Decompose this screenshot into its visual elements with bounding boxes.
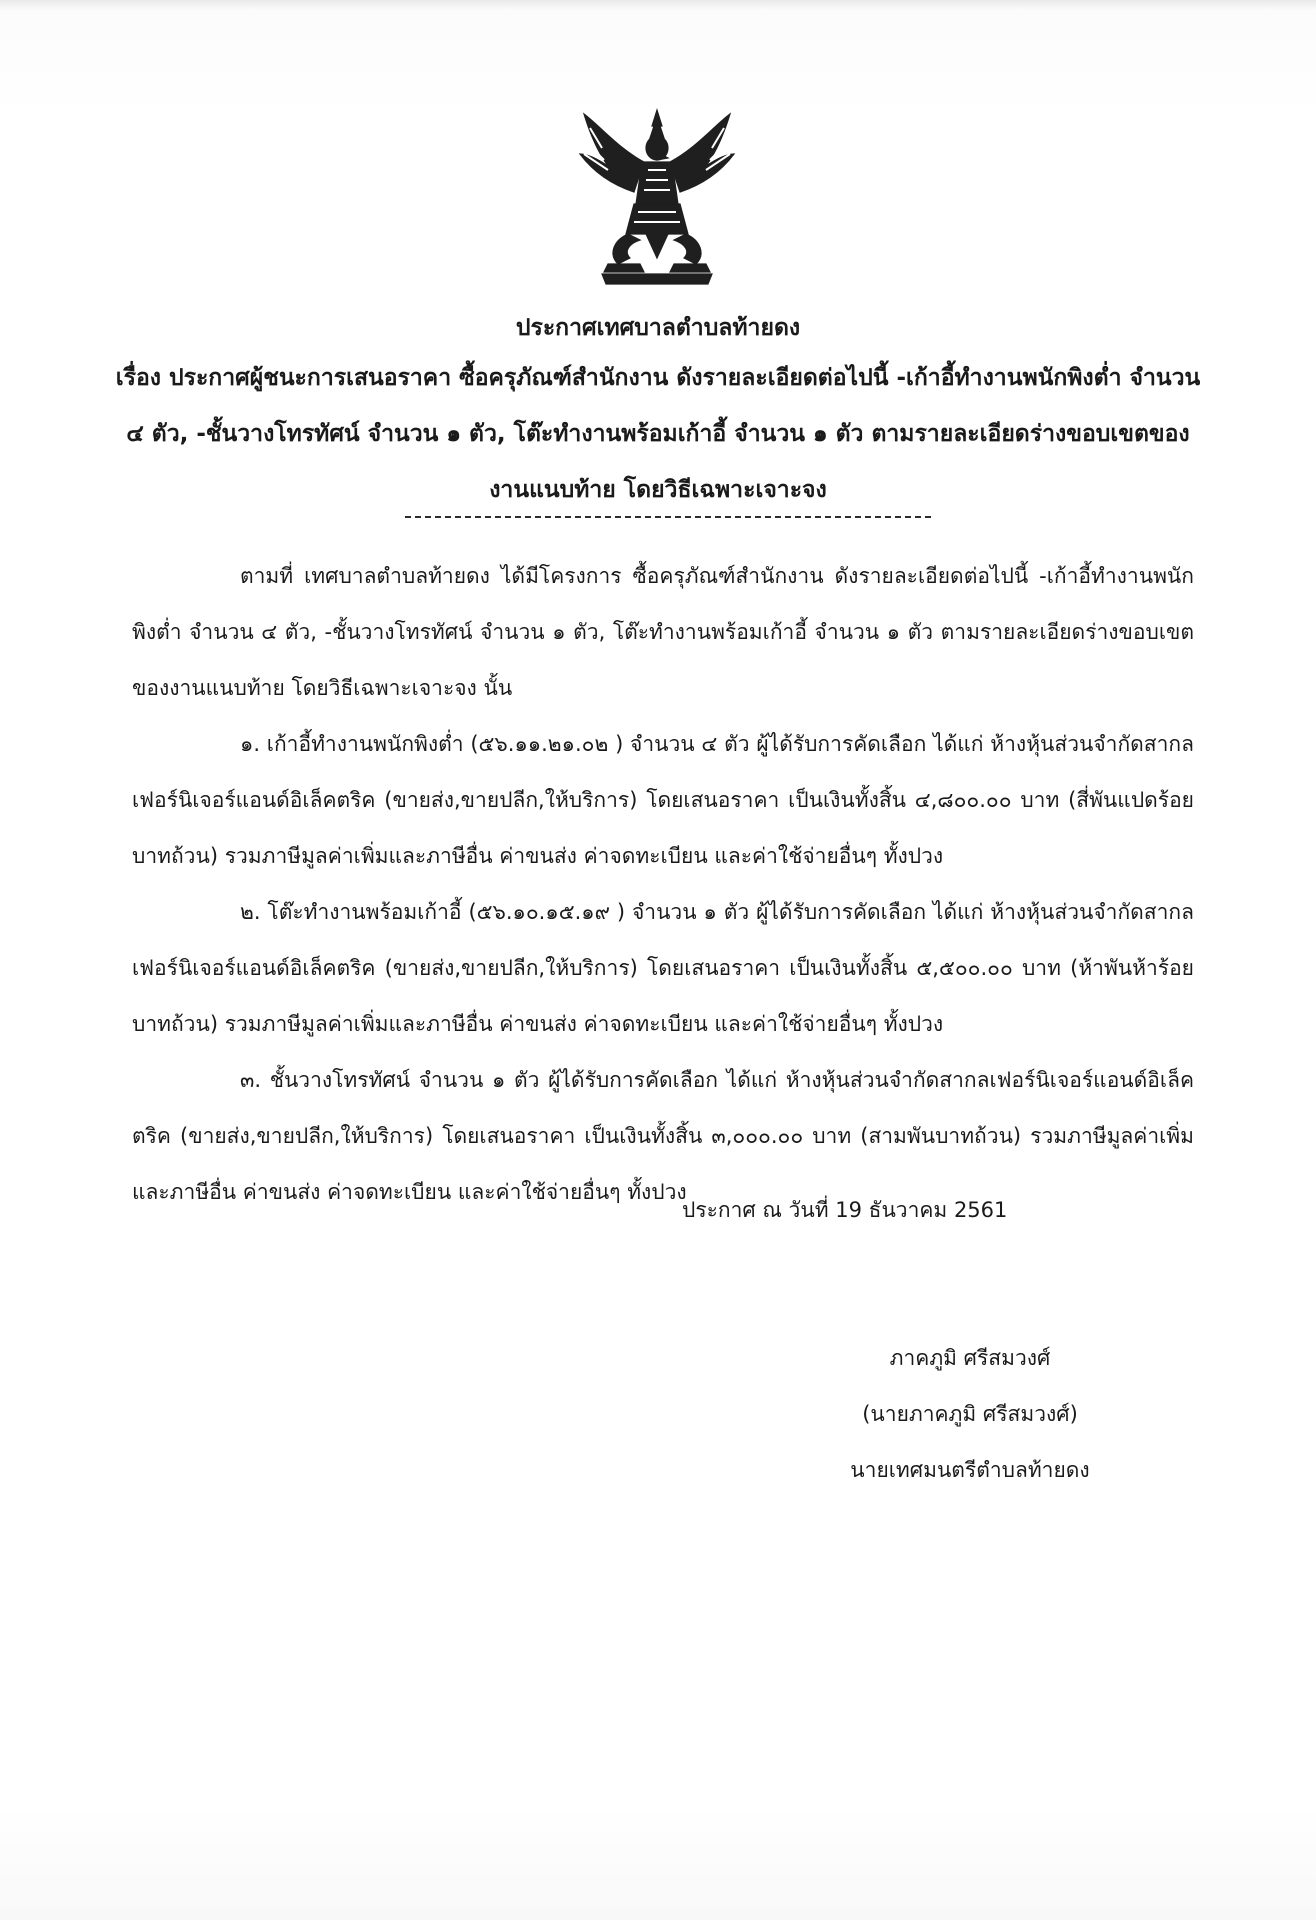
item-3-paragraph: ๓. ชั้นวางโทรทัศน์ จำนวน ๑ ตัว ผู้ได้รับการคัดเลือก ได้แก่ ห้างหุ้นส่วนจำกัดสากลเฟอร์นิเจอร์แอนด์อิเล็คตริค (ขายส่ง,ขายปลีก,ให้บริการ) โดยเสนอราคา เป็นเงินทั้งสิ้น ๓,๐๐๐.๐๐ บาท (สามพันบาทถ้วน) รวมภาษีมูลค่าเพิ่มและภาษีอื่น ค่าขนส่ง ค่าจดทะเบียน และค่าใช้จ่ายอื่นๆ ทั้งปวง: [132, 1068, 1194, 1204]
dashed-divider: [405, 516, 931, 518]
announcement-header: [110, 306, 1206, 518]
subject-line-2: ๔ ตัว, -ชั้นวางโทรทัศน์ จำนวน ๑ ตัว, โต๊ะทำงานพร้อมเก้าอี้ จำนวน ๑ ตัว ตามรายละเอียดร่างขอบเขตของ: [126, 421, 1190, 447]
item-1-paragraph: ๑. เก้าอี้ทำงานพนักพิงต่ำ (๕๖.๑๑.๒๑.๐๒ ) จำนวน ๔ ตัว ผู้ได้รับการคัดเลือก ได้แก่ ห้างหุ้นส่วนจำกัดสากลเฟอร์นิเจอร์แอนด์อิเล็คตริค (ขายส่ง,ขายปลีก,ให้บริการ) โดยเสนอราคา เป็นเงินทั้งสิ้น ๔,๘๐๐.๐๐ บาท (สี่พันแปดร้อยบาทถ้วน) รวมภาษีมูลค่าเพิ่มและภาษีอื่น ค่าขนส่ง ค่าจดทะเบียน และค่าใช้จ่ายอื่นๆ ทั้งปวง: [132, 732, 1194, 868]
announcement-body: [132, 548, 1194, 1220]
signer-position: นายเทศมนตรีตำบลท้ายดง: [850, 1458, 1090, 1482]
item-2-paragraph: ๒. โต๊ะทำงานพร้อมเก้าอี้ (๕๖.๑๐.๑๕.๑๙ ) จำนวน ๑ ตัว ผู้ได้รับการคัดเลือก ได้แก่ ห้างหุ้นส่วนจำกัดสากลเฟอร์นิเจอร์แอนด์อิเล็คตริค (ขายส่ง,ขายปลีก,ให้บริการ) โดยเสนอราคา เป็นเงินทั้งสิ้น ๕,๕๐๐.๐๐ บาท (ห้าพันห้าร้อยบาทถ้วน) รวมภาษีมูลค่าเพิ่มและภาษีอื่น ค่าขนส่ง ค่าจดทะเบียน และค่าใช้จ่ายอื่นๆ ทั้งปวง: [132, 900, 1194, 1036]
subject-line-3: งานแนบท้าย โดยวิธีเฉพาะเจาะจง: [489, 477, 827, 503]
subject-line-1: เรื่อง ประกาศผู้ชนะการเสนอราคา ซื้อครุภัณฑ์สำนักงาน ดังรายละเอียดต่อไปนี้ -เก้าอี้ทำงานพนักพิงต่ำ จำนวน: [115, 365, 1201, 391]
announcement-date: ประกาศ ณ วันที่ 19 ธันวาคม 2561: [682, 1198, 1008, 1222]
intro-paragraph: ตามที่ เทศบาลตำบลท้ายดง ได้มีโครงการ ซื้อครุภัณฑ์สำนักงาน ดังรายละเอียดต่อไปนี้ -เก้าอี้ทำงานพนักพิงต่ำ จำนวน ๔ ตัว, -ชั้นวางโทรทัศน์ จำนวน ๑ ตัว, โต๊ะทำงานพร้อมเก้าอี้ จำนวน ๑ ตัว ตามรายละเอียดร่างขอบเขตของงานแนบท้าย โดยวิธีเฉพาะเจาะจง นั้น: [132, 564, 1194, 700]
document-title: ประกาศเทศบาลตำบลท้ายดง: [515, 315, 801, 341]
signature-block: [780, 1330, 1160, 1498]
signer-name: ภาคภูมิ ศรีสมวงศ์: [889, 1346, 1051, 1370]
signer-full-name: (นายภาคภูมิ ศรีสมวงศ์): [862, 1402, 1078, 1426]
garuda-emblem-icon: [578, 108, 736, 286]
